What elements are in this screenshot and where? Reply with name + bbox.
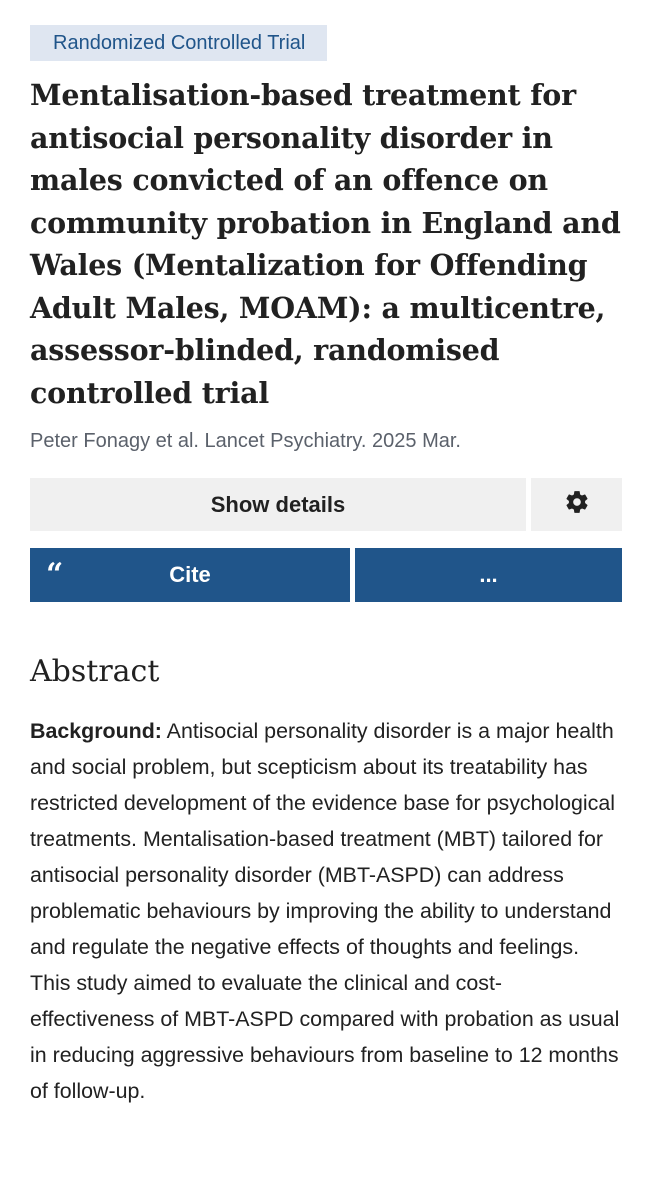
abstract-background-text: Antisocial personality disorder is a major health and social problem, but scepticism about its treatability has restricted development of the evidence base for psychological treatments. Mentalisation-based treatment (MBT) tailored for antisocial personality disorder (MBT-ASPD) can address problematic behaviours by improving the ability to understand and regulate the negative effects of thoughts and feelings. This study aimed to evaluate the clinical and cost-effectiveness of MBT-ASPD compared with probation as usual in reducing aggressive behaviours from baseline to 12 months of follow-up.: [30, 719, 620, 1103]
more-actions-button[interactable]: [355, 548, 622, 602]
cite-button-label: Cite: [169, 562, 211, 587]
show-details-button[interactable]: Show details: [30, 478, 526, 531]
settings-button[interactable]: [531, 478, 622, 531]
more-actions-label: ...: [479, 562, 498, 587]
abstract-background-label: Background:: [30, 719, 162, 743]
publication-type-badge: Randomized Controlled Trial: [30, 25, 327, 61]
quote-icon: “: [46, 557, 64, 592]
article-title: Mentalisation-based treatment for antisocial personality disorder in males convicted of an offence on community probation in England and Wales (Mentalization for Offending Adult Males, MOAM): a multicentre, assessor-blinded, randomised controlled trial: [30, 78, 621, 410]
cite-button[interactable]: [30, 548, 350, 602]
abstract-background-paragraph: [30, 713, 622, 1109]
abstract-heading: Abstract: [30, 654, 160, 689]
article-citation: Peter Fonagy et al. Lancet Psychiatry. 2025 Mar.: [30, 430, 461, 452]
gear-icon: [564, 489, 590, 520]
